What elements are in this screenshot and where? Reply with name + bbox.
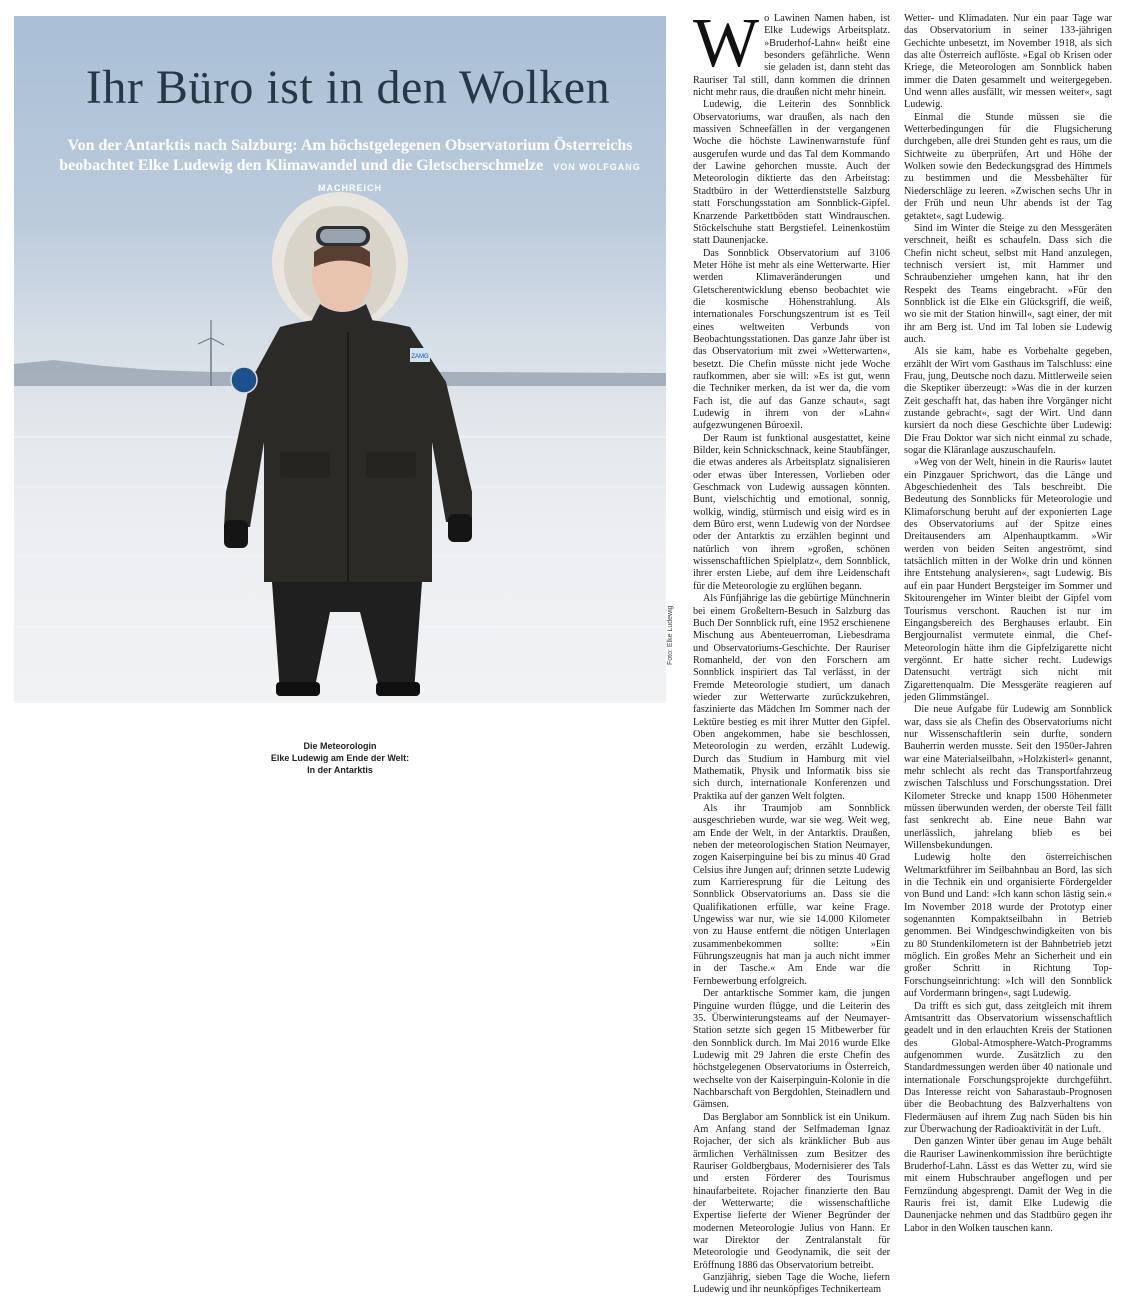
teaser-text: Von der Antarktis nach Salzburg: Am höchstgelegenen Observatorium Österreichs beobachtet Elke Ludewig den Klimawandel und die Gletscherschmelze bbox=[59, 137, 633, 174]
paragraph: Die neue Aufgabe für Ludewig am Sonnblick war, dass sie als Chefin des Observatoriums nicht nur Wissenschaftlerin sein durfte, sondern Bauherrin werden musste. Seit den 1950er-Jahren war eine Materialseilbahn, »Holzkisterl« genannt, mehr schlecht als recht das Transportfahrzeug zwischen Talschluss und Forschungsstation. Drei Kilometer Strecke und knapp 1500 Höhenmeter müssen überwunden werden, der oberste Teil fällt fast senkrecht ab. Eine neue Bahn war unerlässlich, jahrelang blieb es bei Willensbekundungen. bbox=[904, 704, 1112, 852]
paragraph: Einmal die Stunde müssen sie die Wetterbedingungen für die Flugsicherung durchgeben, alle drei Stunden geht es raus, um die Sichtweite zu überprüfen, Art und Höhe der Wolken sowie den Bedeckungsgrad des Himmels zu bestimmen und die Messbehälter für Niederschläge zu leeren. »Zwischen sechs Uhr in der Früh und neun Uhr abends ist der Tag getaktet«, sagt Ludewig. bbox=[904, 111, 1112, 222]
photo-caption bbox=[260, 740, 420, 776]
caption-line-1: Die Meteorologin bbox=[303, 741, 377, 751]
paragraph: Den ganzen Winter über genau im Auge behält die Rauriser Lawinenkommission ihre berüchtigte Bruderhof-Lahn. Lässt es das Wetter zu, wird sie mit einem Hubschrauber angeflogen und per Fernzündung abgesprengt. Damit der Weg in die Rauris frei ist, damit Elke Ludewig die Daunenjacke nehmen und das Stadtbüro gegen ihr Labor in den Wolken tauschen kann. bbox=[904, 1136, 1112, 1234]
paragraph: Da trifft es sich gut, dass zeitgleich mit ihrem Amtsantritt das Observatorium wissenschaftlich geadelt und in den erlauchten Kreis der Stationen des Global-Atmosphere-Watch-Programms aufgenommen wurde. Zusätzlich zu den Standardmessungen werden über 40 nationale und internationale Forschungsprojekte durchgeführt. Das Interesse reicht von Saharastaub-Prognosen über die Beobachtung des Balzverhaltens von Fledermäusen auf ihrem Zug nach Süden bis hin zur Überwachung der Radioaktivität in der Luft. bbox=[904, 1000, 1112, 1135]
paragraph: Ludewig, die Leiterin des Sonnblick Observatoriums, war draußen, als nach den massiven Schneefällen in der vergangenen Woche die höchste Lawinenwarnstufe fünf ausgerufen wurde und das Tal dem Kommando der Lawine gehorchen musste. Auch der Meteorologin diktierte das den Arbeitstag: Stadtbüro in der Wetterdienststelle Salzburg statt Forschungsstation am Sonnblick-Gipfel. Knarzende Parkettböden statt Windrauschen. Stöckelschuhe statt Bergstiefel. Leinenkostüm statt Daunenjacke. bbox=[693, 99, 890, 247]
paragraph: Das Sonnblick Observatorium auf 3106 Meter Höhe ist mehr als eine Wetterwarte. Hier werden Klimaveränderungen und Gletscherentwicklung ebenso beobachtet wie die kosmische Höhenstrahlung. Als internationales Forschungszentrum ist es Teil eines weltweiten Verbunds von Beobachtungsstationen. Das ganze Jahr über ist das Observatorium mit zwei »Wetterwarten«, besetzt. Die Chefin müsste nicht jede Woche raufkommen, aber sie will: »Es ist gut, wenn die Techniker merken, da ist wer da, die vom Fach ist, die auf das Ganze schaut«, sagt Ludewig in ihrem von der »Lahn« aufgezwungenen Büroexil. bbox=[693, 247, 890, 432]
caption-line-2: Elke Ludewig am Ende der Welt: bbox=[270, 753, 410, 763]
headline: Ihr Büro ist in den Wolken bbox=[85, 61, 611, 114]
svg-text:ZAMG: ZAMG bbox=[411, 354, 429, 360]
paragraph: Der Raum ist funktional ausgestattet, keine Bilder, kein Schnickschnack, keine Staubfänger, die etwas anderes als Arbeitsplatz signalisieren oder etwas über Interessen, Vorlieben oder Geschmack von Ludewig aussagen könnten. Bunt, vielschichtig und emotional, sonnig, wolkig, windig, stürmisch und eisig wird es in dem Büro erst, wenn Ludewig von der Nordsee oder der Antarktis zu erzählen beginnt und natürlich von ihrem »großen, schönen wissenschaftlichen Spielplatz«, dem Sonnblick, ihrer ersten Liebe, auf dem ihre Leidenschaft für die Meteorologie zu erglühen begann. bbox=[693, 432, 890, 592]
article-column-2 bbox=[904, 13, 1112, 1234]
person-in-parka bbox=[210, 192, 520, 702]
paragraph: Als sie kam, habe es Vorbehalte gegeben, erzählt der Wirt vom Gasthaus im Talschluss: eine Frau, jung, Deutsche noch dazu. Mittlerweile seien die Skeptiker überzeugt: »Was die in der kurzen Zeit geschafft hat, das haben ihre Vorgänger nicht zustande gebracht«, sagt der Wirt. Und dann kursiert da noch diese Geschichte über Ludewig: Die Frau Doktor war sich nicht einmal zu schade, sogar die Kläranlage auszuschaufeln. bbox=[904, 346, 1112, 457]
drop-cap: W bbox=[693, 5, 760, 82]
paragraph: Ganzjährig, sieben Tage die Woche, liefern Ludewig und ihr neunköpfiges Technikerteam bbox=[693, 1272, 890, 1296]
paragraph: Wetter- und Klimadaten. Nur ein paar Tage war das Observatorium in seiner 133-jährigen Gechichte unbesetzt, im November 1918, als sich das alte Österreich auflöste. »Egal ob Krisen oder Kriege, die Meteorologen am Sonnblick haben immer die Daten gesammelt und weitergegeben. Und wenn alles ausfällt, wir messen weiter«, sagt Ludewig. bbox=[904, 13, 1112, 111]
photo-credit: Foto: Elke Ludewig bbox=[667, 605, 674, 665]
teaser bbox=[50, 136, 650, 198]
paragraph: Der antarktische Sommer kam, die jungen Pinguine wurden flügge, und die Leiterin des 35. Überwinterungsteams auf der Neumayer-Station setzte sich gegen 15 Mitbewerber für den Sonnblick durch. Im Mai 2016 wurde Elke Ludewig mit 29 Jahren die erste Chefin des höchstgelegenen Observatoriums in Österreich, wechselte von der Kaiserpinguin-Kolonie in die Nachbarschaft von Bergdohlen, Steinadlern und Gämsen. bbox=[693, 988, 890, 1111]
paragraph: Als ihr Traumjob am Sonnblick ausgeschrieben wurde, war sie weg. Weit weg, am Ende der Welt, in der Antarktis. Draußen, neben der meteorologischen Station Neumayer, zogen Kaiserpinguine bei bis zu minus 40 Grad Celsius ihre Jungen auf; drinnen setzte Ludewig zum Karrieresprung für die Leitung des Sonnblick Observatoriums an. Dass sie die Qualifikationen erfülle, war keine Frage. Ungewiss war nur, wie sie 14.000 Kilometer von zu Hause entfernt die nötigen Unterlagen zusammenbekommen sollte: »Ein Führungszeugnis hat man ja auch nicht immer in der Tasche.« Am Ende war die Fernbewerbung erfolgreich. bbox=[693, 803, 890, 987]
paragraph: Als Fünfjährige las die gebürtige Münchnerin bei einem Großeltern-Besuch in Salzburg das Buch Der Sonnblick ruft, eine 1952 erschienene Mischung aus Abenteuerroman, Liebesdrama und Observatoriums-Geschichte. Der Rauriser Romanheld, der von den Forschern am Sonnblick inspiriert das Tal verlässt, in der Fremde Meteorologie studiert, um danach wieder zur Wetterwarte zurückzukehren, faszinierte das Mädchen Im Sommer nach der Lektüre bestieg es mit ihrer Mutter den Gipfel. Oben angekommen, habe sie beschlossen, Meteorologin zu werden, erzählt Ludewig. Durch das Studium in Hamburg mit viel Mathematik, Physik und Informatik biss sie sich durch, internationale Konferenzen und Praktika auf der ganzen Welt folgten. bbox=[693, 593, 890, 802]
paragraph: Ludewig holte den österreichischen Weltmarktführer im Seilbahnbau an Bord, las sich in die Technik ein und organisierte Fördergelder von Bund und Land: »Ich kann schon lästig sein.« Im November 2018 wurde der Prototyp einer sogenannten Kompaktseilbahn in Betrieb genommen. Bei Windgeschwindigkeiten von bis zu 80 Stundenkilometern ist der Bahnbetrieb jetzt möglich. Ein großes Mehr an Sicherheit und ein großer Schritt in Richtung Top-Forschungseinrichtung: »Ich will den Sonnblick auf Vordermann bringen«, sagt Ludewig. bbox=[904, 852, 1112, 1000]
caption-line-3: In der Antarktis bbox=[307, 765, 373, 775]
article-column-1 bbox=[693, 5, 890, 1296]
hero-photo bbox=[14, 16, 666, 703]
byline: VON WOLFGANG MACHREICH bbox=[318, 162, 641, 193]
paragraph: Sind im Winter die Steige zu den Messgeräten verschneit, heißt es schaufeln. Dass sich die Chefin nicht scheut, selbst mit Hand anzulegen, technisch versiert ist, mit Hammer und Schraubenzieher umgehen kann, hat ihr den Respekt des Teams eingebracht. »Für den Sonnblick ist die Elke ein Glücksgriff, die weiß, wo sie mit der Station hinwill«, sagt einer, der mit ihr am Berg ist. Und im Tal loben sie Ludewig auch. bbox=[904, 222, 1112, 345]
paragraph: »Weg von der Welt, hinein in die Rauris« lautet ein Pinzgauer Sprichwort, das die Länge und Abgeschiedenheit des Tals beschreibt. Die Bedeutung des Sonnblicks für Meteorologie und Klimaforschung beruht auf der exponierten Lage des Observatoriums auf der Spitze eines Dreitausenders am Alpenhauptkamm. »Wir werden von beiden Seiten angeströmt, sind tatsächlich mitten in der Wolke drin und können ihre Entstehung analysieren«, sagt Ludewig. Bis auf ein paar Hundert Bergsteiger im Sommer und Skitourengeher im Winter bleibt der Gipfel vom Tourismus verschont. Rauchen ist nur im Eingangsbereich des Berghauses erlaubt. Ein Bergjournalist vermutete einmal, die Chef-Meteorologin hätte ihm die Gipfelzigarette nicht vergönnt. Er hatte sicher recht. Ludewigs Datensucht verträgt sich nicht mit Zigarettenqualm. Die Messgeräte reagieren auf jeden Glimmstängel. bbox=[904, 457, 1112, 703]
paragraph: Das Berglabor am Sonnblick ist ein Unikum. Am Anfang stand der Selfmademan Ignaz Rojacher, der sich als kränklicher Bub aus ärmlichen Verhältnissen zum Besitzer des Rauriser Goldbergbaus, Modernisierer des Tals und ersten Förderer des Tourismus hinaufarbeitete. Rojacher finanzierte den Bau der Wetterwarte; die wissenschaftliche Expertise lieferte der Wiener Begründer der modernen Meteorologie Julius von Hann. Er war Direktor der Zentralanstalt für Meteorologie und Geodynamik, die seit der Eröffnung 1886 das Observatorium betreibt. bbox=[693, 1111, 890, 1271]
paragraph: o Lawinen Namen haben, ist Elke Ludewigs Arbeitsplatz. »Bruderhof-Lahn« heißt eine besonders gefährliche. Wenn sie geladen ist, dann steht das Rauriser Tal still, dann kommen die drinnen nicht mehr raus, die draußen nicht mehr hinein. bbox=[693, 13, 890, 99]
